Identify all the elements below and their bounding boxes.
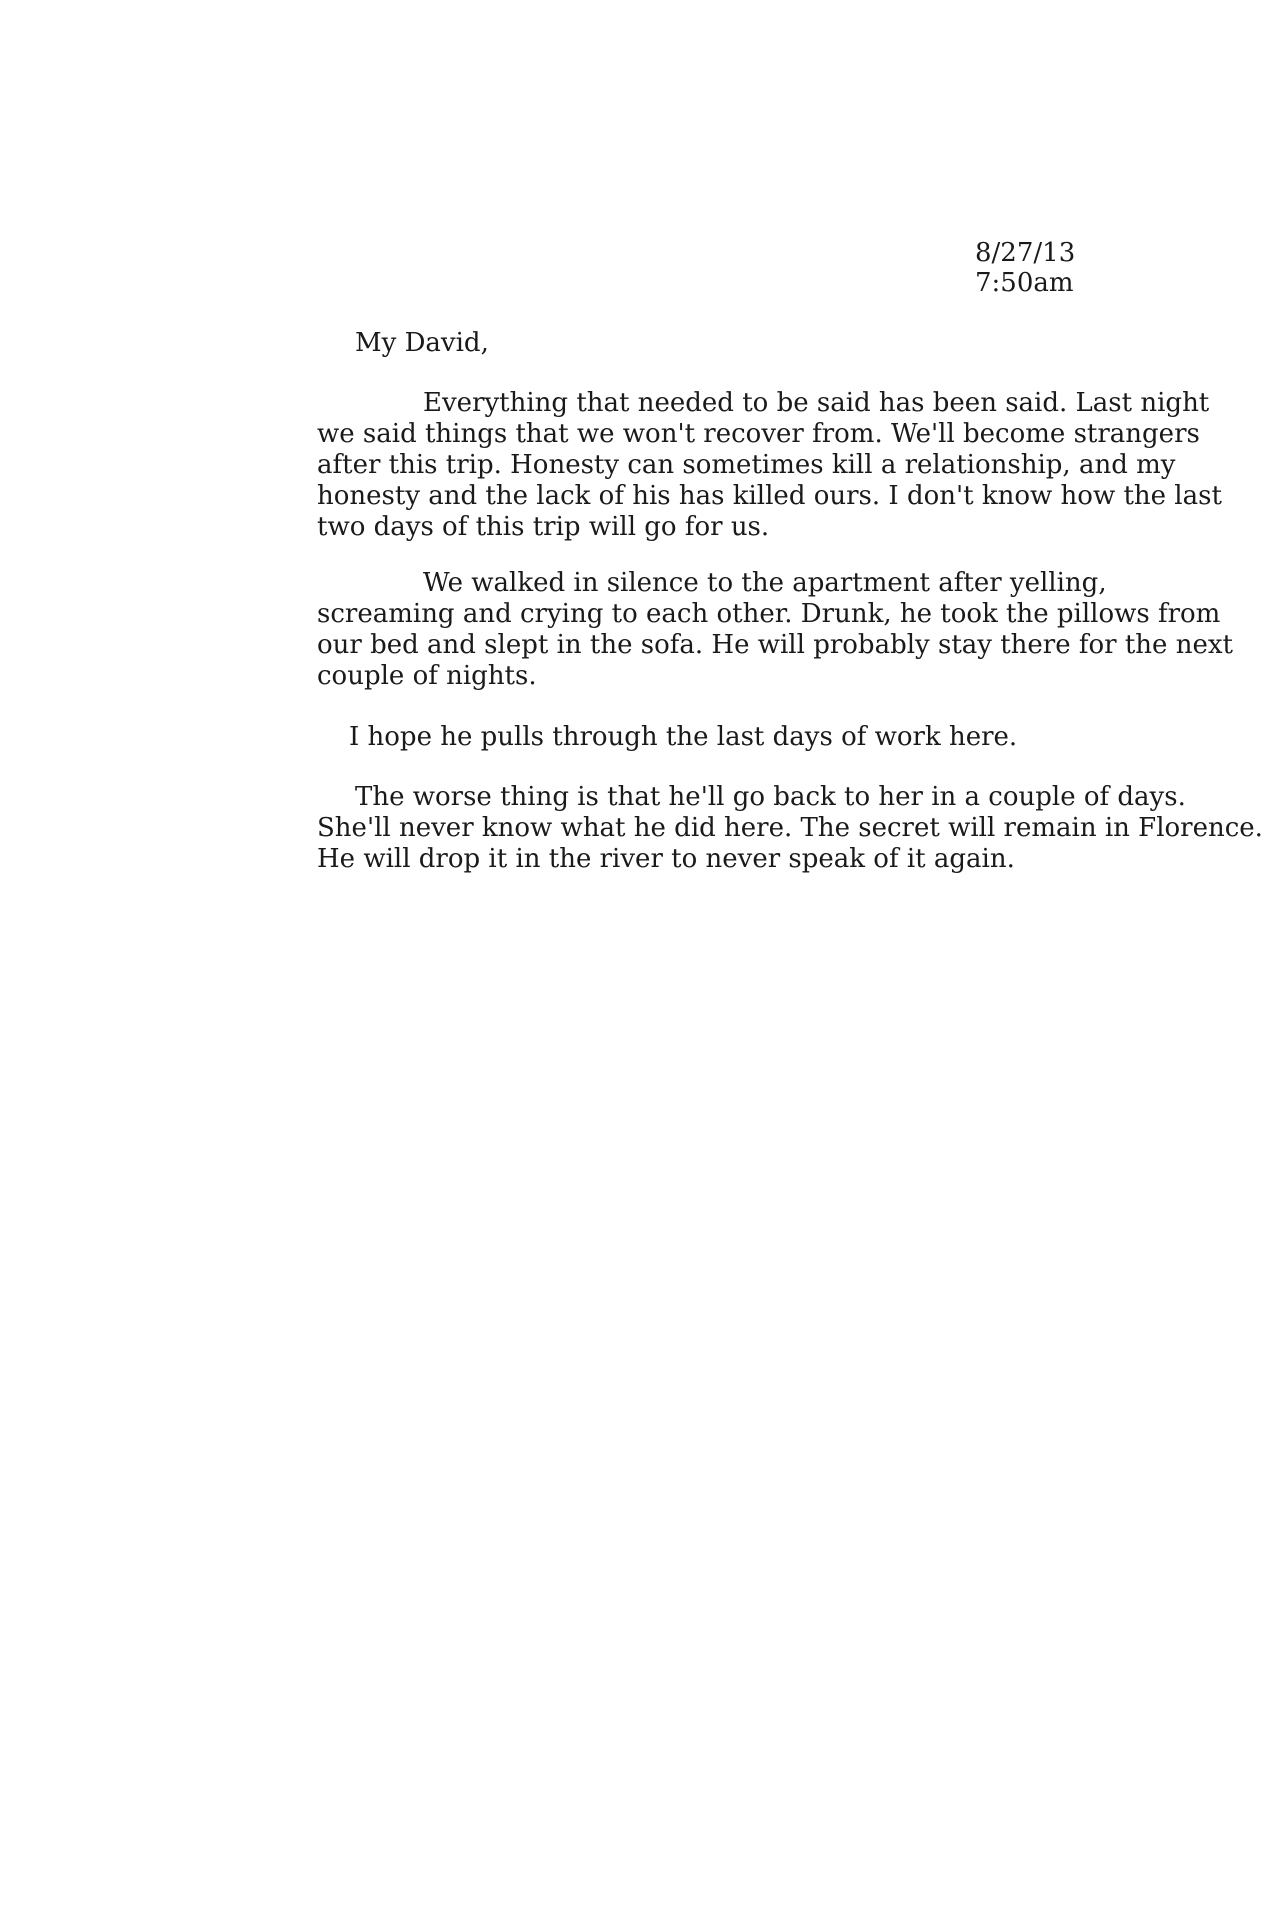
- paragraph-1-line-3: after this trip. Honesty can sometimes kill a relationship, and my: [317, 450, 1176, 480]
- paragraph-1-line-2: we said things that we won't recover from. We'll become strangers: [317, 419, 1200, 449]
- paragraph-1-line-4: honesty and the lack of his has killed ours. I don't know how the last: [317, 481, 1222, 511]
- letter-date: 8/27/13: [975, 238, 1076, 268]
- paragraph-2-line-3: our bed and slept in the sofa. He will probably stay there for the next: [317, 630, 1233, 660]
- paragraph-3-line-1: I hope he pulls through the last days of work here.: [349, 722, 1018, 752]
- paragraph-2-line-1: We walked in silence to the apartment after yelling,: [423, 568, 1107, 598]
- date-block: [975, 238, 1075, 298]
- paragraph-4-line-3: He will drop it in the river to never speak of it again.: [317, 844, 1015, 874]
- paragraph-4-line-1: The worse thing is that he'll go back to her in a couple of days.: [355, 782, 1186, 812]
- paragraph-1-line-1: Everything that needed to be said has been said. Last night: [423, 388, 1210, 418]
- paragraph-2-line-4: couple of nights.: [317, 661, 537, 691]
- salutation: My David,: [355, 328, 489, 358]
- paragraph-2-line-2: screaming and crying to each other. Drunk, he took the pillows from: [317, 599, 1221, 629]
- paragraph-4-line-2: She'll never know what he did here. The secret will remain in Florence.: [317, 813, 1263, 843]
- letter-time: 7:50am: [975, 268, 1074, 298]
- paragraph-1-line-5: two days of this trip will go for us.: [317, 512, 770, 542]
